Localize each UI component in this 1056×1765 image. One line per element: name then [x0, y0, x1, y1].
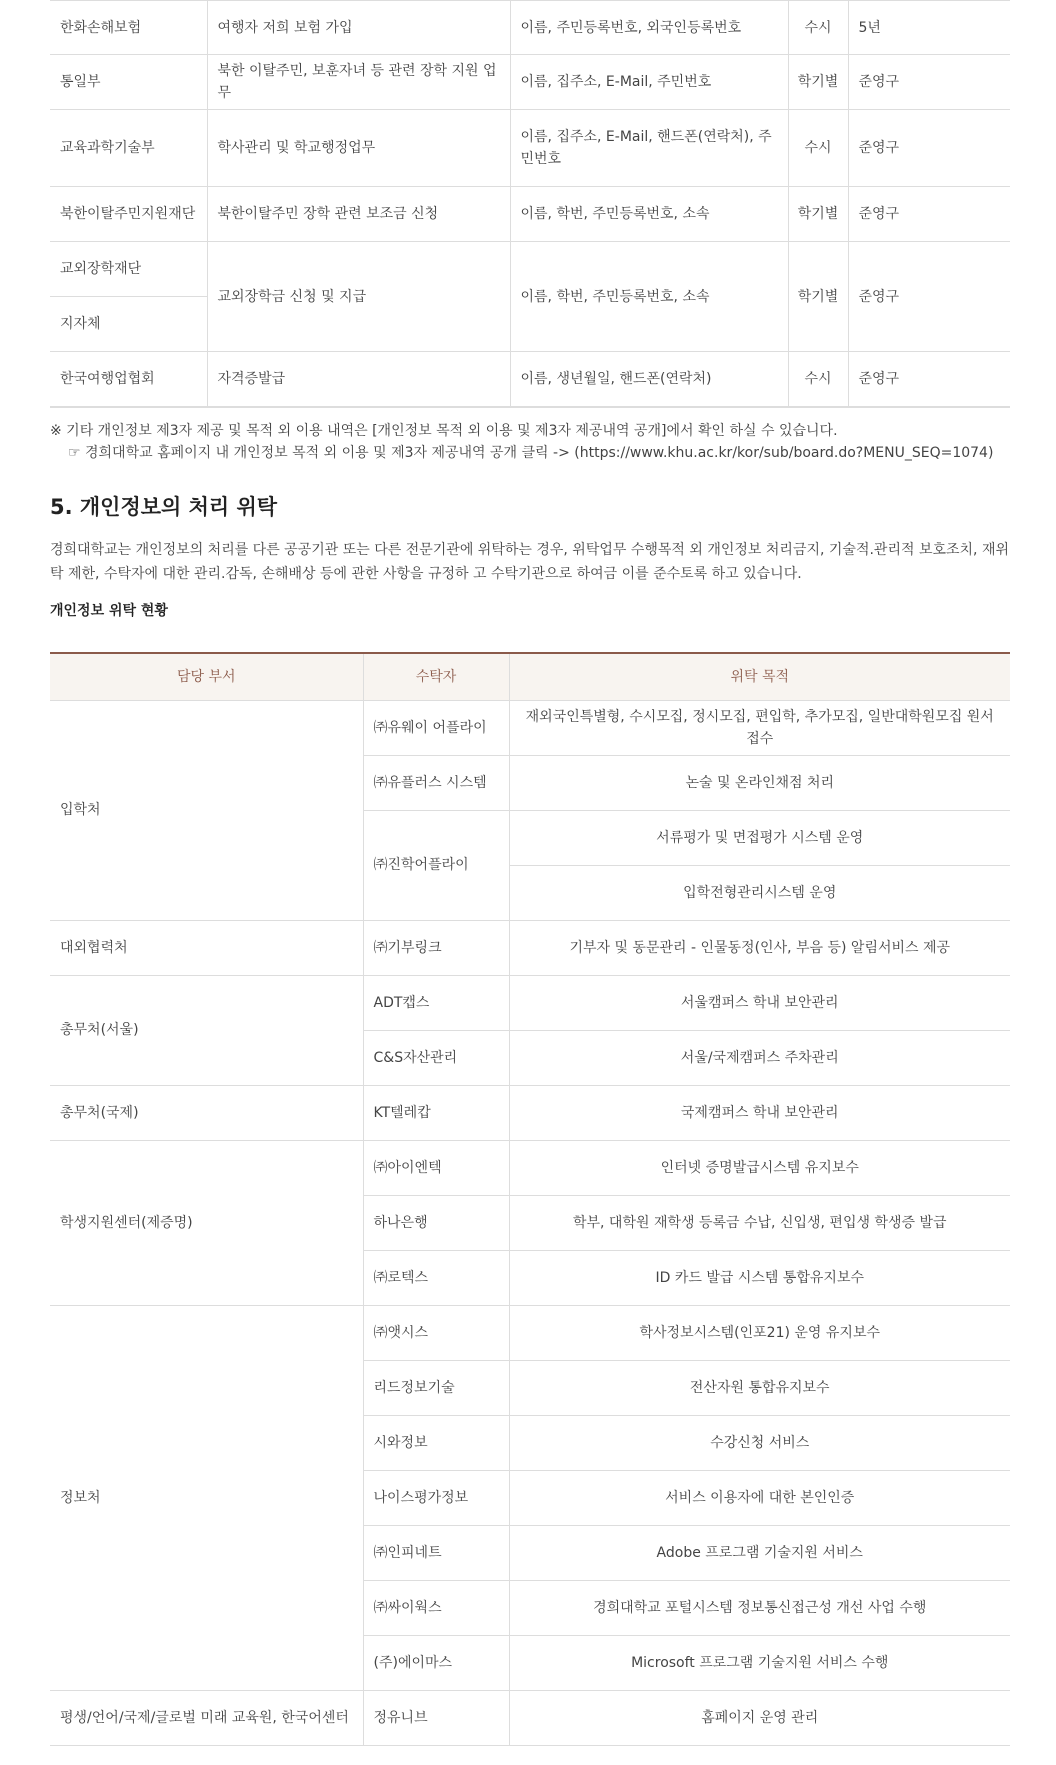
period-cell: 수시	[788, 352, 848, 407]
trustee-cell: ㈜유플러스 시스템	[363, 755, 509, 810]
purpose-cell: 기부자 및 동문관리 - 인물동정(인사, 부음 등) 알림서비스 제공	[509, 920, 1010, 975]
retention-cell: 5년	[848, 1, 1010, 55]
period-cell: 학기별	[788, 187, 848, 242]
table-row	[50, 1690, 1010, 1745]
trustee-cell: ㈜진학어플라이	[363, 810, 509, 920]
table-header-row	[50, 653, 1010, 701]
dept-cell: 총무처(서울)	[50, 975, 363, 1085]
task-cell: 자격증발급	[207, 352, 510, 407]
trustee-cell: ㈜싸이웍스	[363, 1580, 509, 1635]
items-cell: 이름, 주민등록번호, 외국인등록번호	[510, 1, 788, 55]
purpose-cell: 서울캠퍼스 학내 보안관리	[509, 975, 1010, 1030]
trustee-cell: ㈜인피네트	[363, 1525, 509, 1580]
page-content	[50, 0, 1010, 1746]
section-description: 경희대학교는 개인정보의 처리를 다른 공공기관 또는 다른 전문기관에 위탁하는 경우, 위탁업무 수행목적 외 개인정보 처리금지, 기술적.관리적 보호조치, 재위탁 제한, 수탁자에 대한 관리.감독, 손해배상 등에 관한 사항을 규정하 고 수탁기관으로 하여금 이를 준수토록 하고 있습니다.	[50, 541, 1009, 582]
disclosure-link[interactable]: ☞ 경희대학교 홈페이지 내 개인정보 목적 외 이용 및 제3자 제공내역 공개 클릭 -> (https://www.khu.ac.kr/kor/sub/board.do?MENU_SEQ=1074)	[68, 444, 994, 461]
dept-cell: 정보처	[50, 1305, 363, 1690]
trustee-cell: 시와정보	[363, 1415, 509, 1470]
task-cell: 북한이탈주민 장학 관련 보조금 신청	[207, 187, 510, 242]
purpose-cell: Microsoft 프로그램 기술지원 서비스 수행	[509, 1635, 1010, 1690]
trustee-cell: 나이스평가정보	[363, 1470, 509, 1525]
items-cell: 이름, 생년월일, 핸드폰(연락처)	[510, 352, 788, 407]
retention-cell: 준영구	[848, 242, 1010, 352]
dept-cell: 대외협력처	[50, 920, 363, 975]
trustee-cell: ㈜아이엔텍	[363, 1140, 509, 1195]
purpose-cell: 서비스 이용자에 대한 본인인증	[509, 1470, 1010, 1525]
items-cell: 이름, 집주소, E-Mail, 핸드폰(연락처), 주민번호	[510, 110, 788, 187]
period-cell: 학기별	[788, 55, 848, 110]
table-row	[50, 242, 1010, 297]
section-subtitle: 개인정보 위탁 현황	[50, 602, 168, 619]
items-cell: 이름, 집주소, E-Mail, 주민번호	[510, 55, 788, 110]
period-cell: 학기별	[788, 242, 848, 352]
table-row	[50, 700, 1010, 755]
disclosure-note	[50, 420, 1010, 464]
provision-table	[50, 0, 1010, 408]
org-cell: 지자체	[50, 297, 207, 352]
purpose-cell: 학부, 대학원 재학생 등록금 수납, 신입생, 편입생 학생증 발급	[509, 1195, 1010, 1250]
org-cell: 한국여행업협회	[50, 352, 207, 407]
table-row	[50, 975, 1010, 1030]
items-cell: 이름, 학번, 주민등록번호, 소속	[510, 242, 788, 352]
items-cell: 이름, 학번, 주민등록번호, 소속	[510, 187, 788, 242]
trustee-cell: ADT캡스	[363, 975, 509, 1030]
table-row	[50, 1140, 1010, 1195]
trustee-cell: 정유니브	[363, 1690, 509, 1745]
trust-table	[50, 652, 1010, 1746]
org-cell: 한화손해보험	[50, 1, 207, 55]
header-purpose: 위탁 목적	[509, 653, 1010, 701]
retention-cell: 준영구	[848, 110, 1010, 187]
trustee-cell: 리드정보기술	[363, 1360, 509, 1415]
period-cell: 수시	[788, 1, 848, 55]
org-cell: 교육과학기술부	[50, 110, 207, 187]
table-row	[50, 1, 1010, 55]
table-row	[50, 1085, 1010, 1140]
purpose-cell: Adobe 프로그램 기술지원 서비스	[509, 1525, 1010, 1580]
purpose-cell: 홈페이지 운영 관리	[509, 1690, 1010, 1745]
purpose-cell: 입학전형관리시스템 운영	[509, 865, 1010, 920]
trustee-cell: KT텔레캅	[363, 1085, 509, 1140]
purpose-cell: 서울/국제캠퍼스 주차관리	[509, 1030, 1010, 1085]
task-cell: 북한 이탈주민, 보훈자녀 등 관련 장학 지원 업무	[207, 55, 510, 110]
note-line: ※ 기타 개인정보 제3자 제공 및 목적 외 이용 내역은 [개인정보 목적 외 이용 및 제3자 제공내역 공개]에서 확인 하실 수 있습니다.	[50, 422, 838, 439]
table-row	[50, 110, 1010, 187]
retention-cell: 준영구	[848, 352, 1010, 407]
purpose-cell: ID 카드 발급 시스템 통합유지보수	[509, 1250, 1010, 1305]
table-row	[50, 55, 1010, 110]
header-dept: 담당 부서	[50, 653, 363, 701]
retention-cell: 준영구	[848, 55, 1010, 110]
trustee-cell: ㈜로텍스	[363, 1250, 509, 1305]
purpose-cell: 전산자원 통합유지보수	[509, 1360, 1010, 1415]
trustee-cell: 하나은행	[363, 1195, 509, 1250]
retention-cell: 준영구	[848, 187, 1010, 242]
org-cell: 통일부	[50, 55, 207, 110]
header-trustee: 수탁자	[363, 653, 509, 701]
period-cell: 수시	[788, 110, 848, 187]
trustee-cell: ㈜기부링크	[363, 920, 509, 975]
trustee-cell: (주)에이마스	[363, 1635, 509, 1690]
task-cell: 교외장학금 신청 및 지급	[207, 242, 510, 352]
task-cell: 학사관리 및 학교행정업무	[207, 110, 510, 187]
table-row	[50, 1305, 1010, 1360]
table-row	[50, 187, 1010, 242]
purpose-cell: 서류평가 및 면접평가 시스템 운영	[509, 810, 1010, 865]
purpose-cell: 수강신청 서비스	[509, 1415, 1010, 1470]
table-row	[50, 920, 1010, 975]
purpose-cell: 인터넷 증명발급시스템 유지보수	[509, 1140, 1010, 1195]
trustee-cell: ㈜유웨이 어플라이	[363, 700, 509, 755]
dept-cell: 평생/언어/국제/글로벌 미래 교육원, 한국어센터	[50, 1690, 363, 1745]
trustee-cell: ㈜앳시스	[363, 1305, 509, 1360]
dept-cell: 입학처	[50, 700, 363, 920]
table-row	[50, 352, 1010, 407]
dept-cell: 학생지원센터(제증명)	[50, 1140, 363, 1305]
org-cell: 교외장학재단	[50, 242, 207, 297]
trustee-cell: C&S자산관리	[363, 1030, 509, 1085]
purpose-cell: 논술 및 온라인채점 처리	[509, 755, 1010, 810]
purpose-cell: 학사정보시스템(인포21) 운영 유지보수	[509, 1305, 1010, 1360]
purpose-cell: 국제캠퍼스 학내 보안관리	[509, 1085, 1010, 1140]
task-cell: 여행자 저희 보험 가입	[207, 1, 510, 55]
org-cell: 북한이탈주민지원재단	[50, 187, 207, 242]
section-title: 5. 개인정보의 처리 위탁	[50, 494, 278, 519]
purpose-cell: 재외국인특별형, 수시모집, 정시모집, 편입학, 추가모집, 일반대학원모집 원서접수	[509, 700, 1010, 755]
dept-cell: 총무처(국제)	[50, 1085, 363, 1140]
purpose-cell: 경희대학교 포털시스템 정보통신접근성 개선 사업 수행	[509, 1580, 1010, 1635]
